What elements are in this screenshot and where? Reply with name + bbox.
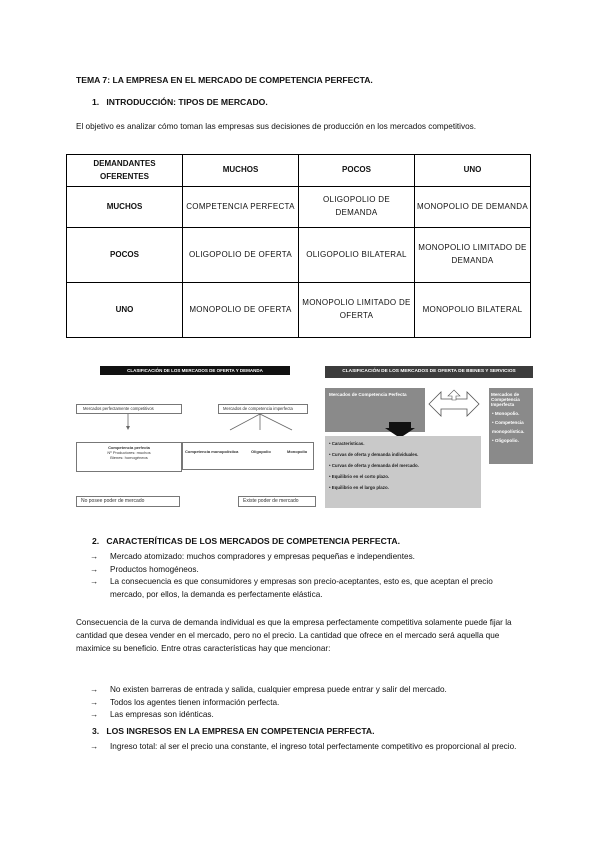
list-item: → Todos los agentes tienen información perfecta. bbox=[90, 697, 540, 710]
list-item: • Competencia monopolística. bbox=[492, 420, 525, 434]
perfect-competition-box-right: Mercados de Competencia Perfecta bbox=[325, 388, 425, 432]
right-market-diagram bbox=[325, 362, 533, 512]
table-row bbox=[67, 187, 531, 228]
double-arrow-icon bbox=[427, 388, 487, 424]
column-header-muchos: MUCHOS bbox=[183, 155, 299, 187]
arrow-icon: → bbox=[90, 742, 99, 751]
section-3-heading bbox=[92, 726, 375, 736]
column-header-pocos: POCOS bbox=[299, 155, 415, 187]
intro-paragraph: El objetivo es analizar cómo toman las empresas sus decisiones de producción en los mercados competitivos. bbox=[76, 122, 477, 131]
list-item: → Mercado atomizado: muchos compradores y empresas pequeñas e independientes. bbox=[90, 551, 500, 564]
leaf1-line1: Nº Productores: muchos bbox=[107, 450, 151, 455]
list-item: • Curvas de oferta y demanda del mercado. bbox=[329, 463, 419, 468]
list-item: → Las empresas son idénticas. bbox=[90, 709, 540, 722]
section-2-number: 2. bbox=[92, 536, 100, 546]
section-3-list bbox=[90, 741, 530, 754]
arrow-icon: → bbox=[90, 697, 99, 707]
section-2-heading bbox=[92, 536, 400, 546]
table-row bbox=[67, 228, 531, 283]
table-cell: MONOPOLIO BILATERAL bbox=[415, 283, 531, 338]
corner-demandantes: DEMANDANTES bbox=[93, 158, 156, 168]
market-types-table bbox=[66, 154, 531, 338]
section-1-title: INTRODUCCIÓN: TIPOS DE MERCADO. bbox=[106, 97, 268, 107]
section-3-title: LOS INGRESOS EN LA EMPRESA EN COMPETENCIA PERFECTA. bbox=[106, 726, 375, 736]
table-row bbox=[67, 283, 531, 338]
left-diagram-title: CLASIFICACIÓN DE LOS MERCADOS DE OFERTA Y DEMANDA bbox=[100, 366, 290, 375]
imperfect-competition-box-right bbox=[489, 388, 533, 464]
table-corner-cell bbox=[67, 155, 183, 187]
no-market-power-box: No posee poder de mercado bbox=[76, 496, 180, 507]
row-label-pocos: POCOS bbox=[67, 228, 183, 283]
list-item: → No existen barreras de entrada y salida, cualquier empresa puede entrar y salir del mercado. bbox=[90, 684, 540, 697]
right-diagram-title: CLASIFICACIÓN DE LOS MERCADOS DE OFERTA DE BIENES Y SERVICIOS bbox=[325, 366, 533, 378]
leaf1-title: Competencia perfecta bbox=[108, 445, 150, 450]
left-market-diagram bbox=[70, 362, 318, 512]
section-2-title: CARACTERÍTICAS DE LOS MERCADOS DE COMPETENCIA PERFECTA. bbox=[106, 536, 400, 546]
list-item: • Curvas de oferta y demanda individuales. bbox=[329, 452, 419, 457]
list-item: → Ingreso total: al ser el precio una constante, el ingreso total perfectamente competitivo es proporcional al precio. bbox=[90, 741, 530, 754]
diagram-arrows bbox=[70, 362, 318, 512]
table-cell: MONOPOLIO DE DEMANDA bbox=[415, 187, 531, 228]
table-cell: MONOPOLIO LIMITADO DE OFERTA bbox=[299, 283, 415, 338]
list-item: • Equilibrio en el corto plazo. bbox=[329, 474, 390, 479]
table-cell: OLIGOPOLIO DE OFERTA bbox=[183, 228, 299, 283]
table-cell: COMPETENCIA PERFECTA bbox=[183, 187, 299, 228]
section-2-list bbox=[90, 551, 500, 601]
corner-oferentes: OFERENTES bbox=[100, 171, 149, 181]
arrow-icon: → bbox=[90, 564, 99, 574]
section-1-number: 1. bbox=[92, 97, 100, 107]
paragraph-consequences: Consecuencia de la curva de demanda individual es que la empresa perfectamente competitiva solamente puede fijar la cantidad que desea vender en el mercado, pero no el precio. La cantidad que ofrece en el mercado será aquella que maximice su beneficio. Entre otras características hay que mencionar: bbox=[76, 618, 512, 653]
table-header-row bbox=[67, 155, 531, 187]
row-label-muchos: MUCHOS bbox=[67, 187, 183, 228]
arrow-icon: → bbox=[90, 577, 99, 587]
perfect-competition-leaf bbox=[76, 442, 182, 472]
market-power-box: Existe poder de mercado bbox=[238, 496, 316, 507]
table-cell: MONOPOLIO LIMITADO DE DEMANDA bbox=[415, 228, 531, 283]
row-label-uno: UNO bbox=[67, 283, 183, 338]
perfect-competition-box: Mercados perfectamente competitivos bbox=[76, 404, 182, 414]
arrow-icon: → bbox=[90, 710, 99, 720]
leaf3-title: Oligopolio bbox=[251, 449, 271, 454]
imperfect-leaves-box bbox=[182, 442, 314, 470]
section-1-heading bbox=[92, 97, 268, 107]
list-item: → Productos homogéneos. bbox=[90, 564, 500, 577]
arrow-icon: → bbox=[90, 685, 99, 694]
leaf1-line2: Bienes: homogéneos bbox=[110, 455, 148, 460]
table-cell: OLIGOPOLIO BILATERAL bbox=[299, 228, 415, 283]
perfect-competition-topics bbox=[325, 436, 481, 508]
imperfect-competition-box: Mercados de competencia imperfecta bbox=[218, 404, 308, 414]
document-title: TEMA 7: LA EMPRESA EN EL MERCADO DE COMPETENCIA PERFECTA. bbox=[76, 75, 373, 85]
characteristics-list bbox=[90, 684, 540, 722]
list-item: • Oligopolio. bbox=[492, 438, 519, 443]
list-item: • Equilibrio en el largo plazo. bbox=[329, 485, 389, 490]
list-item: • Características. bbox=[329, 441, 365, 446]
list-item: • Monopolio. bbox=[492, 411, 520, 416]
leaf2-title: Competencia monopolística bbox=[185, 449, 239, 454]
section-3-number: 3. bbox=[92, 726, 100, 736]
leaf4-title: Monopolio bbox=[287, 449, 308, 454]
imperfect-types-list bbox=[489, 409, 533, 445]
table-cell: MONOPOLIO DE OFERTA bbox=[183, 283, 299, 338]
arrow-icon: → bbox=[90, 552, 99, 561]
column-header-uno: UNO bbox=[415, 155, 531, 187]
table-cell: OLIGOPOLIO DE DEMANDA bbox=[299, 187, 415, 228]
right-box-title: Mercados de Competencia Imperfecta bbox=[491, 392, 520, 407]
list-item: → La consecuencia es que consumidores y empresas son precio-aceptantes, esto es, que aceptan el precio mercado, por ellos, la demanda es perfectamente elástica. bbox=[90, 577, 493, 599]
